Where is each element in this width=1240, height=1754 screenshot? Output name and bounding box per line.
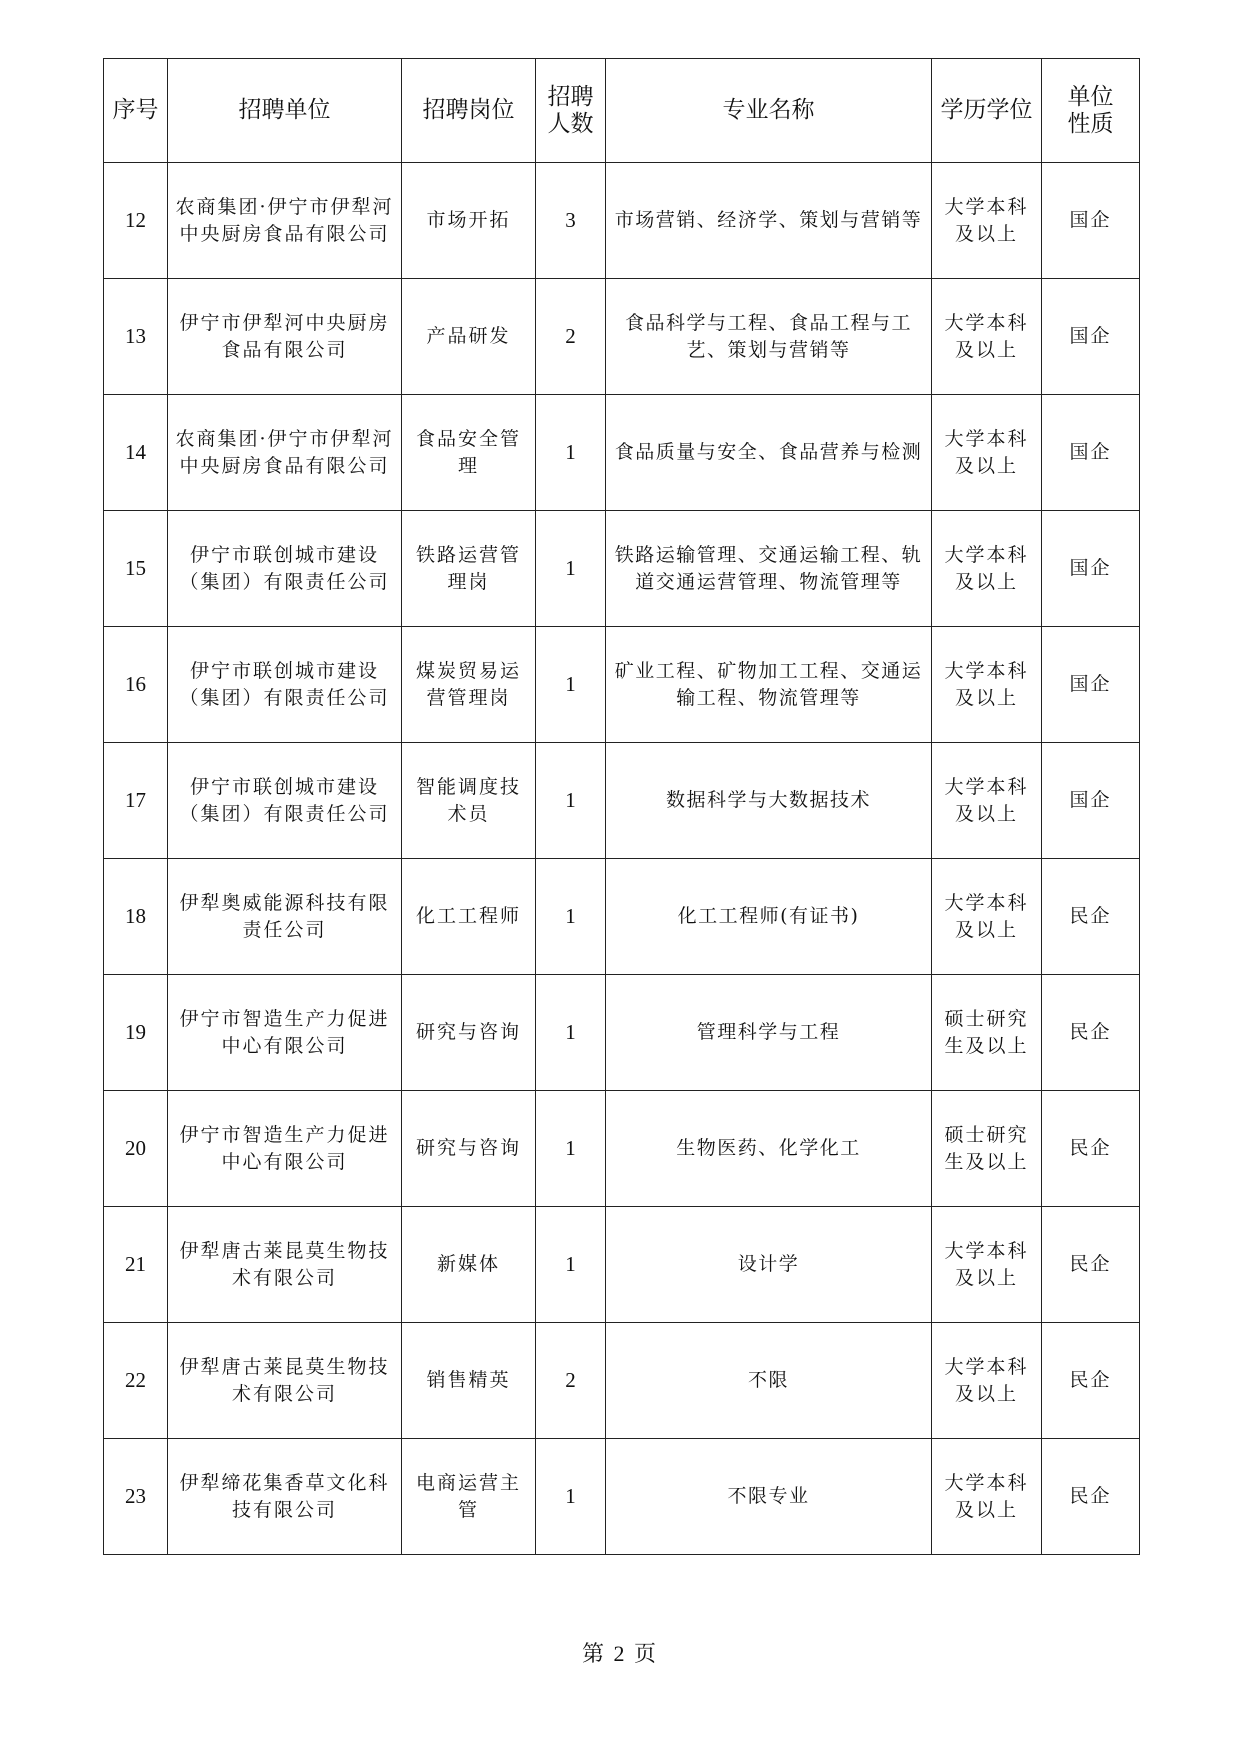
cell-nature: 民企 [1042, 1207, 1140, 1323]
cell-post: 新媒体 [402, 1207, 536, 1323]
header-degree: 学历学位 [932, 59, 1042, 163]
table-row [104, 975, 1140, 1091]
cell-major: 管理科学与工程 [606, 975, 932, 1091]
table-row [104, 163, 1140, 279]
cell-seq: 20 [104, 1091, 168, 1207]
cell-count: 1 [536, 511, 606, 627]
cell-post: 铁路运营管理岗 [402, 511, 536, 627]
cell-nature: 国企 [1042, 163, 1140, 279]
cell-nature: 国企 [1042, 279, 1140, 395]
table-row [104, 279, 1140, 395]
cell-post: 食品安全管理 [402, 395, 536, 511]
header-nature-line1: 单位 [1067, 83, 1114, 110]
cell-count: 1 [536, 743, 606, 859]
cell-degree: 大学本科及以上 [932, 627, 1042, 743]
cell-seq: 18 [104, 859, 168, 975]
cell-major: 不限专业 [606, 1439, 932, 1555]
cell-unit: 伊犁唐古莱昆莫生物技术有限公司 [168, 1323, 402, 1439]
header-count [536, 59, 606, 163]
cell-post: 煤炭贸易运营管理岗 [402, 627, 536, 743]
cell-nature: 国企 [1042, 395, 1140, 511]
cell-post: 电商运营主管 [402, 1439, 536, 1555]
cell-major: 化工工程师(有证书) [606, 859, 932, 975]
table-row [104, 1091, 1140, 1207]
table-row [104, 1323, 1140, 1439]
cell-degree: 硕士研究生及以上 [932, 975, 1042, 1091]
cell-post: 销售精英 [402, 1323, 536, 1439]
cell-nature: 民企 [1042, 859, 1140, 975]
cell-seq: 12 [104, 163, 168, 279]
cell-seq: 22 [104, 1323, 168, 1439]
cell-count: 1 [536, 1207, 606, 1323]
cell-major: 食品质量与安全、食品营养与检测 [606, 395, 932, 511]
table-row [104, 627, 1140, 743]
cell-seq: 17 [104, 743, 168, 859]
cell-unit: 伊宁市伊犁河中央厨房食品有限公司 [168, 279, 402, 395]
cell-nature: 民企 [1042, 1091, 1140, 1207]
cell-degree: 硕士研究生及以上 [932, 1091, 1042, 1207]
header-row [104, 59, 1140, 163]
header-post: 招聘岗位 [402, 59, 536, 163]
cell-unit: 伊宁市智造生产力促进中心有限公司 [168, 1091, 402, 1207]
cell-post: 产品研发 [402, 279, 536, 395]
cell-seq: 14 [104, 395, 168, 511]
cell-major: 食品科学与工程、食品工程与工艺、策划与营销等 [606, 279, 932, 395]
table-header [104, 59, 1140, 163]
header-count-line1: 招聘 [547, 83, 594, 110]
cell-major: 生物医药、化学化工 [606, 1091, 932, 1207]
cell-nature: 民企 [1042, 975, 1140, 1091]
cell-unit: 伊宁市联创城市建设（集团）有限责任公司 [168, 743, 402, 859]
cell-seq: 19 [104, 975, 168, 1091]
cell-count: 3 [536, 163, 606, 279]
cell-major: 铁路运输管理、交通运输工程、轨道交通运营管理、物流管理等 [606, 511, 932, 627]
table-row [104, 743, 1140, 859]
page-number: 第 2 页 [581, 1641, 658, 1666]
table-row [104, 395, 1140, 511]
cell-degree: 大学本科及以上 [932, 279, 1042, 395]
cell-count: 1 [536, 627, 606, 743]
cell-major: 矿业工程、矿物加工工程、交通运输工程、物流管理等 [606, 627, 932, 743]
recruitment-table [103, 58, 1140, 1555]
cell-unit: 伊宁市联创城市建设（集团）有限责任公司 [168, 511, 402, 627]
cell-seq: 16 [104, 627, 168, 743]
cell-count: 2 [536, 279, 606, 395]
cell-major: 不限 [606, 1323, 932, 1439]
header-seq: 序号 [104, 59, 168, 163]
cell-degree: 大学本科及以上 [932, 511, 1042, 627]
cell-count: 1 [536, 1091, 606, 1207]
header-nature-line2: 性质 [1067, 110, 1114, 137]
cell-nature: 民企 [1042, 1323, 1140, 1439]
table-row [104, 1439, 1140, 1555]
cell-count: 1 [536, 859, 606, 975]
cell-major: 市场营销、经济学、策划与营销等 [606, 163, 932, 279]
cell-seq: 21 [104, 1207, 168, 1323]
cell-post: 市场开拓 [402, 163, 536, 279]
cell-post: 研究与咨询 [402, 975, 536, 1091]
cell-post: 研究与咨询 [402, 1091, 536, 1207]
header-nature [1042, 59, 1140, 163]
cell-count: 1 [536, 1439, 606, 1555]
cell-major: 数据科学与大数据技术 [606, 743, 932, 859]
header-major: 专业名称 [606, 59, 932, 163]
cell-seq: 13 [104, 279, 168, 395]
header-unit: 招聘单位 [168, 59, 402, 163]
cell-major: 设计学 [606, 1207, 932, 1323]
cell-seq: 23 [104, 1439, 168, 1555]
cell-unit: 伊犁唐古莱昆莫生物技术有限公司 [168, 1207, 402, 1323]
cell-nature: 国企 [1042, 627, 1140, 743]
cell-degree: 大学本科及以上 [932, 1207, 1042, 1323]
table-row [104, 511, 1140, 627]
cell-unit: 农商集团·伊宁市伊犁河中央厨房食品有限公司 [168, 163, 402, 279]
table-body [104, 163, 1140, 1555]
cell-degree: 大学本科及以上 [932, 743, 1042, 859]
cell-degree: 大学本科及以上 [932, 395, 1042, 511]
cell-unit: 伊犁缔花集香草文化科技有限公司 [168, 1439, 402, 1555]
cell-nature: 国企 [1042, 511, 1140, 627]
cell-degree: 大学本科及以上 [932, 1439, 1042, 1555]
cell-degree: 大学本科及以上 [932, 163, 1042, 279]
cell-unit: 伊宁市智造生产力促进中心有限公司 [168, 975, 402, 1091]
cell-post: 化工工程师 [402, 859, 536, 975]
cell-count: 2 [536, 1323, 606, 1439]
cell-post: 智能调度技术员 [402, 743, 536, 859]
cell-nature: 民企 [1042, 1439, 1140, 1555]
cell-count: 1 [536, 975, 606, 1091]
cell-nature: 国企 [1042, 743, 1140, 859]
cell-unit: 农商集团·伊宁市伊犁河中央厨房食品有限公司 [168, 395, 402, 511]
cell-unit: 伊犁奥威能源科技有限责任公司 [168, 859, 402, 975]
cell-count: 1 [536, 395, 606, 511]
cell-degree: 大学本科及以上 [932, 859, 1042, 975]
table-row [104, 1207, 1140, 1323]
header-count-line2: 人数 [547, 110, 594, 137]
cell-seq: 15 [104, 511, 168, 627]
cell-unit: 伊宁市联创城市建设（集团）有限责任公司 [168, 627, 402, 743]
table-row [104, 859, 1140, 975]
cell-degree: 大学本科及以上 [932, 1323, 1042, 1439]
